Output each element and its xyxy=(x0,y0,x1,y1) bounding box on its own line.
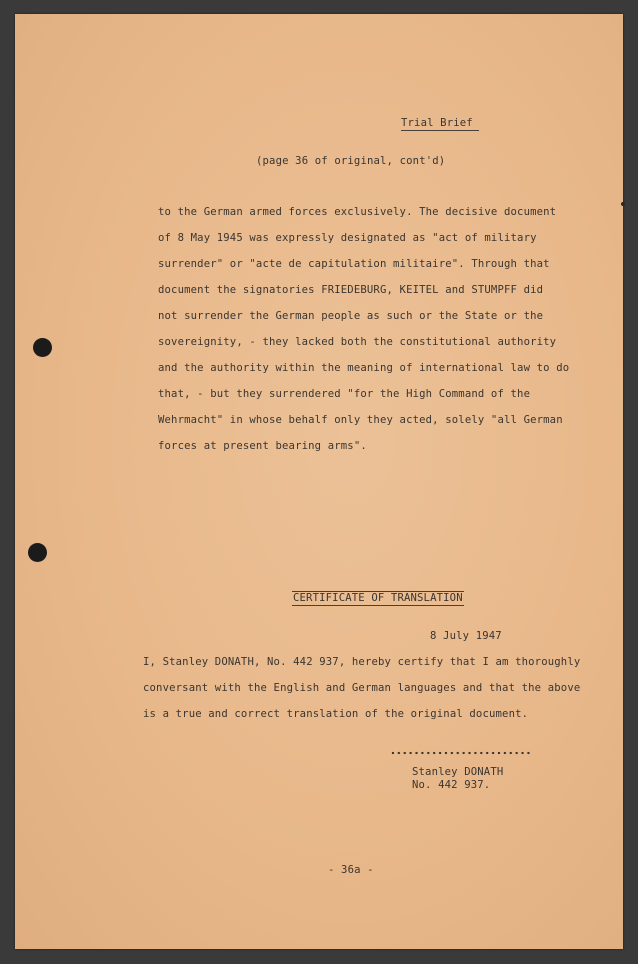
document-title-text: Trial Brief xyxy=(401,117,473,129)
body-line: document the signatories FRIEDEBURG, KEITEL and STUMPFF did xyxy=(158,284,544,296)
paper-speck xyxy=(621,202,625,206)
body-line: not surrender the German people as such or the State or the xyxy=(158,310,544,322)
certificate-line: conversant with the English and German languages and that the above xyxy=(143,682,581,694)
document-title xyxy=(401,116,479,130)
punch-hole xyxy=(33,338,52,357)
body-line: that, - but they surrendered "for the High Command of the xyxy=(158,388,531,400)
signature-name: Stanley DONATH xyxy=(412,766,504,778)
certificate-heading xyxy=(292,591,464,605)
page-reference: (page 36 of original, cont'd) xyxy=(256,155,446,167)
signature-number: No. 442 937. xyxy=(412,779,491,791)
body-line: forces at present bearing arms". xyxy=(158,440,367,452)
body-line: of 8 May 1945 was expressly designated as "act of military xyxy=(158,232,537,244)
body-line: Wehrmacht" in whose behalf only they acted, solely "all German xyxy=(158,414,563,426)
certificate-heading-text: CERTIFICATE OF TRANSLATION xyxy=(293,592,463,604)
body-line: and the authority within the meaning of international law to do xyxy=(158,362,570,374)
certificate-line: is a true and correct translation of the original document. xyxy=(143,708,529,720)
document-page xyxy=(15,14,623,949)
certificate-date: 8 July 1947 xyxy=(430,630,502,642)
signature-dotted-line xyxy=(390,751,532,755)
body-line: sovereignity, - they lacked both the constitutional authority xyxy=(158,336,557,348)
punch-hole xyxy=(28,543,47,562)
body-line: to the German armed forces exclusively. The decisive document xyxy=(158,206,557,218)
body-line: surrender" or "acte de capitulation militaire". Through that xyxy=(158,258,550,270)
page-number: - 36a - xyxy=(328,864,374,876)
certificate-line: I, Stanley DONATH, No. 442 937, hereby certify that I am thoroughly xyxy=(143,656,581,668)
